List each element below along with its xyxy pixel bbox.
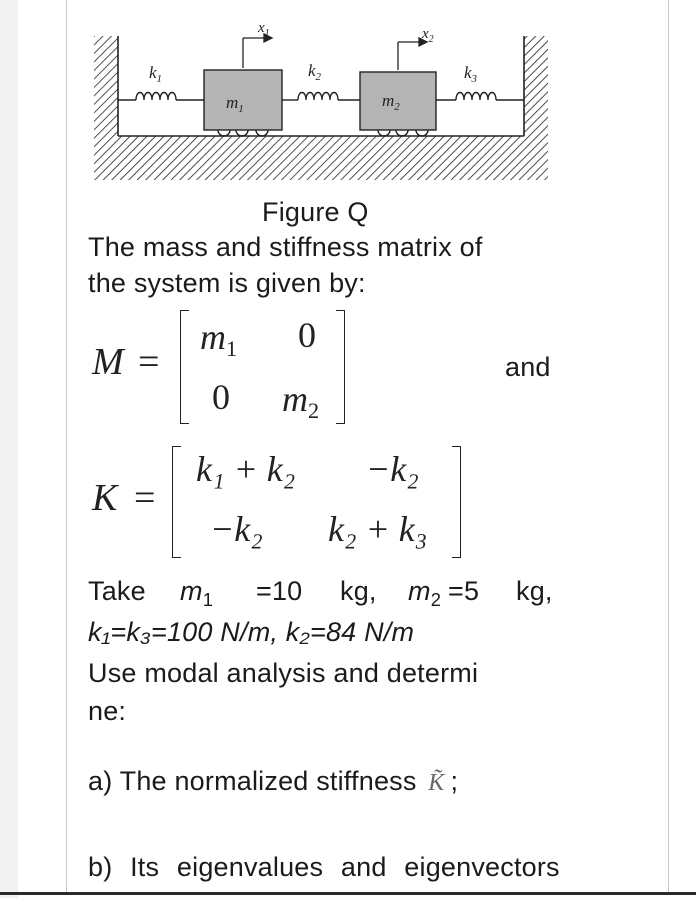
intro-line-1: The mass and stiffness matrix of	[88, 232, 483, 262]
left-wall	[94, 36, 118, 136]
stiffness-matrix-equals: =	[134, 477, 156, 519]
label-k1: $k_1$	[149, 63, 163, 85]
left-margin-strip	[0, 0, 18, 898]
mass-matrix-a21: 0	[212, 377, 230, 417]
given-line-3: Use modal analysis and determi	[88, 658, 479, 688]
spring-k1	[118, 93, 204, 101]
mass-m2-wheels	[378, 130, 428, 136]
spring-mass-diagram	[86, 10, 556, 185]
stiffness-matrix-symbol: K	[92, 477, 118, 519]
given-m2-value: =5	[448, 576, 480, 606]
mass-matrix-a11: m1	[200, 317, 238, 362]
given-m1-value: =10	[256, 576, 303, 606]
spring-k2	[282, 93, 360, 101]
given-m2: $m_2$	[408, 576, 442, 610]
label-k2: $k_2$	[308, 61, 322, 83]
given-kg-2: kg,	[516, 576, 553, 606]
stiffness-matrix-a11: k₁ + k₂	[196, 449, 296, 489]
given-m1: $m_1$	[180, 576, 214, 610]
stiffness-matrix-right-bracket	[452, 446, 461, 558]
label-m1: $m_1$	[226, 93, 244, 115]
right-wall	[524, 36, 548, 136]
label-m2: $m_2$	[382, 91, 400, 113]
mass-matrix-equals: =	[138, 341, 160, 383]
mass-matrix-right-bracket	[336, 310, 345, 424]
stiffness-matrix-left-bracket	[172, 446, 181, 558]
left-rule	[66, 0, 67, 893]
given-line-2: k₁=k₃=100 N/m, k₂=84 N/m	[88, 617, 415, 647]
label-x1: $x_1$	[258, 20, 270, 39]
mass-matrix-symbol: M	[92, 341, 124, 383]
given-kg-1: kg,	[340, 576, 377, 606]
intro-line-2: the system is given by:	[88, 268, 366, 298]
mass-m1-wheels	[218, 130, 268, 136]
and-text: and	[505, 352, 551, 382]
x2-arrow	[398, 38, 427, 70]
mass-matrix-a22: m2	[282, 379, 320, 424]
spring-k3	[436, 93, 524, 101]
question-b: b) Its eigenvalues and eigenvectors	[88, 852, 560, 882]
mass-matrix-a12: 0	[298, 315, 316, 355]
normalized-stiffness-symbol: K̃	[428, 770, 445, 796]
stiffness-matrix-a21: −k₂	[210, 509, 263, 549]
stiffness-matrix-a12: −k₂	[366, 449, 419, 489]
question-a: a) The normalized stiffness K̃ ;	[88, 766, 459, 796]
x1-arrow	[243, 34, 272, 68]
given-line-4: ne:	[88, 696, 127, 726]
right-rule	[668, 0, 669, 893]
bottom-rule	[0, 892, 696, 895]
label-x2: $x_2$	[422, 26, 434, 45]
label-k3: $k_3$	[464, 63, 478, 85]
figure-caption: Figure Q	[262, 197, 369, 227]
mass-matrix-left-bracket	[180, 310, 189, 424]
stiffness-matrix-a22: k₂ + k₃	[328, 509, 428, 549]
given-take: Take	[88, 576, 146, 606]
mass-m1	[204, 70, 282, 130]
floor	[94, 136, 548, 180]
